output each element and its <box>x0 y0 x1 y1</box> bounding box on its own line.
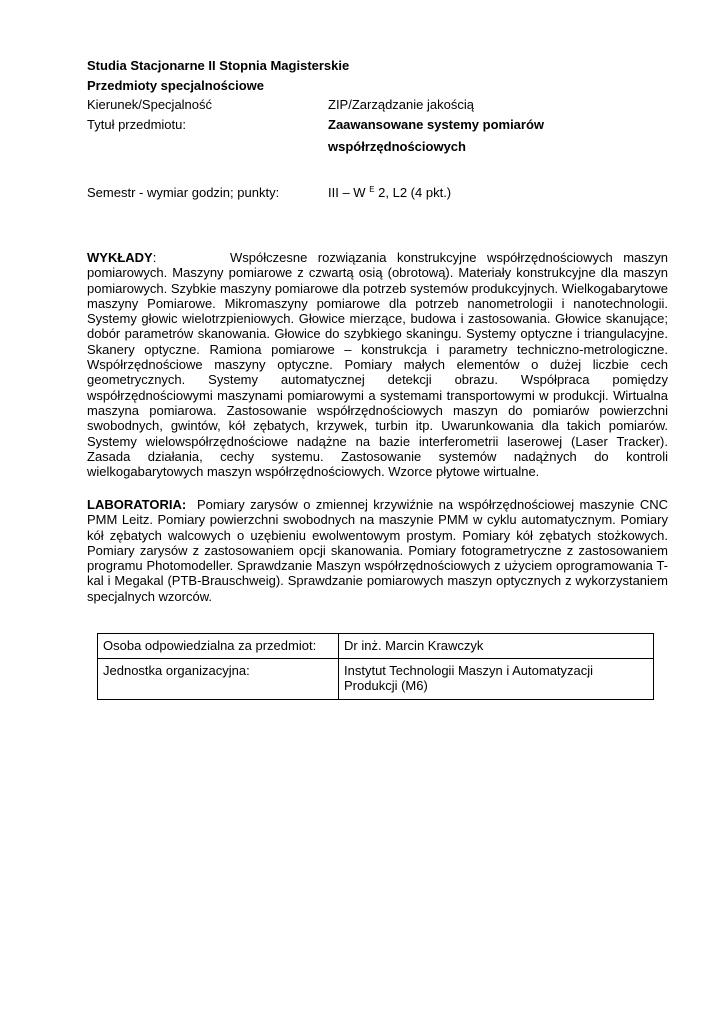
semestr-value-post: 2, L2 (4 pkt.) <box>378 185 452 200</box>
kierunek-value: ZIP/Zarządzanie jakością <box>328 97 474 112</box>
semestr-value-pre: III – W <box>328 185 366 200</box>
subject-group-heading: Przedmioty specjalnościowe <box>87 78 265 93</box>
wyklady-separator: : <box>152 250 157 265</box>
semestr-value-sup: E <box>369 185 375 194</box>
responsibility-table <box>97 633 654 700</box>
table-row <box>98 659 654 700</box>
wyklady-text: Współczesne rozwiązania konstrukcyjne współrzędnościowych maszyn pomiarowych. Maszyny pomiarowe z czwartą osią (obrotową). Materiały konstrukcyjne dla maszyn pomiarowych. Szybkie maszyny pomiarowe dla potrzeb systemów produkcyjnych. Wielkogabarytowe maszyny Pomiarowe. Mikromaszyny pomiarowe dla potrzeb nanometrologii i nanotechnologii. Systemy głowic wielotrzpieniowych. Głowice mierzące, budowa i zastosowania. Głowice skanujące; dobór parametrów skanowania. Głowice do szybkiego skaningu. Systemy optyczne i triangulacyjne. Skanery optyczne. Ramiona pomiarowe – konstrukcja i parametry techniczno-metrologiczne. Współrzędnościowe maszyny optyczne. Pomiary małych elementów o dużej liczbie cech geometrycznych. Systemy automatycznej detekcji obrazu. Współpraca pomiędzy współrzędnościowymi maszynami pomiarowymi a systemami transportowymi w produkcji. Wirtualna maszyna pomiarowa. Zastosowanie współrzędnościowych maszyn do pomiarów powierzchni swobodnych, gwintów, kół zębatych, krzywek, turbin itp. Uwarunkowania dla takich pomiarów. Systemy wielowspółrzędnościowe nadążne na bazie interferometrii laserowej (Laser Tracker). Zasada działania, cechy systemu. Zastosowanie systemów nadążnych do kontroli wielkogabarytowych maszyn współrzędnościowych. Wzorce płytowe wirtualne. <box>87 250 668 480</box>
laboratoria-section <box>87 497 668 604</box>
laboratoria-heading: LABORATORIA: <box>87 497 187 512</box>
kierunek-label: Kierunek/Specjalność <box>87 97 213 112</box>
tytul-value-line1: Zaawansowane systemy pomiarów <box>328 117 545 132</box>
wyklady-section <box>87 250 668 479</box>
table-cell-label: Osoba odpowiedzialna za przedmiot: <box>98 634 339 659</box>
table-cell-value: Dr inż. Marcin Krawczyk <box>339 634 654 659</box>
laboratoria-text: Pomiary zarysów o zmiennej krzywiźnie na współrzędnościowej maszynie CNC PMM Leitz. Pomiary powierzchni swobodnych na maszynie PMM w cyklu automatycznym. Pomiary kół zębatych walcowych o uzębieniu ewolwentowym prostym. Pomiary kół zębatych stożkowych. Pomiary zarysów z zastosowaniem opcji skanowania. Pomiary fotogrametryczne z zastosowaniem programu Photomodeller. Sprawdzanie Maszyn współrzędnościowych z użyciem oprogramowania T-kal i Megakal (PTB-Brauschweig). Sprawdzanie pomiarowych maszyn optycznych z wykorzystaniem specjalnych wzorców. <box>87 497 668 604</box>
semestr-value <box>328 185 451 200</box>
table-cell-label: Jednostka organizacyjna: <box>98 659 339 700</box>
tytul-value-line2: współrzędnościowych <box>328 139 466 154</box>
wyklady-heading: WYKŁADY <box>87 250 153 265</box>
tytul-label: Tytuł przedmiotu: <box>87 117 186 132</box>
table-cell-value: Instytut Technologii Maszyn i Automatyzacji Produkcji (M6) <box>339 659 654 700</box>
table-row <box>98 634 654 659</box>
semestr-label: Semestr - wymiar godzin; punkty: <box>87 185 280 200</box>
study-level-heading: Studia Stacjonarne II Stopnia Magisterskie <box>87 58 350 73</box>
